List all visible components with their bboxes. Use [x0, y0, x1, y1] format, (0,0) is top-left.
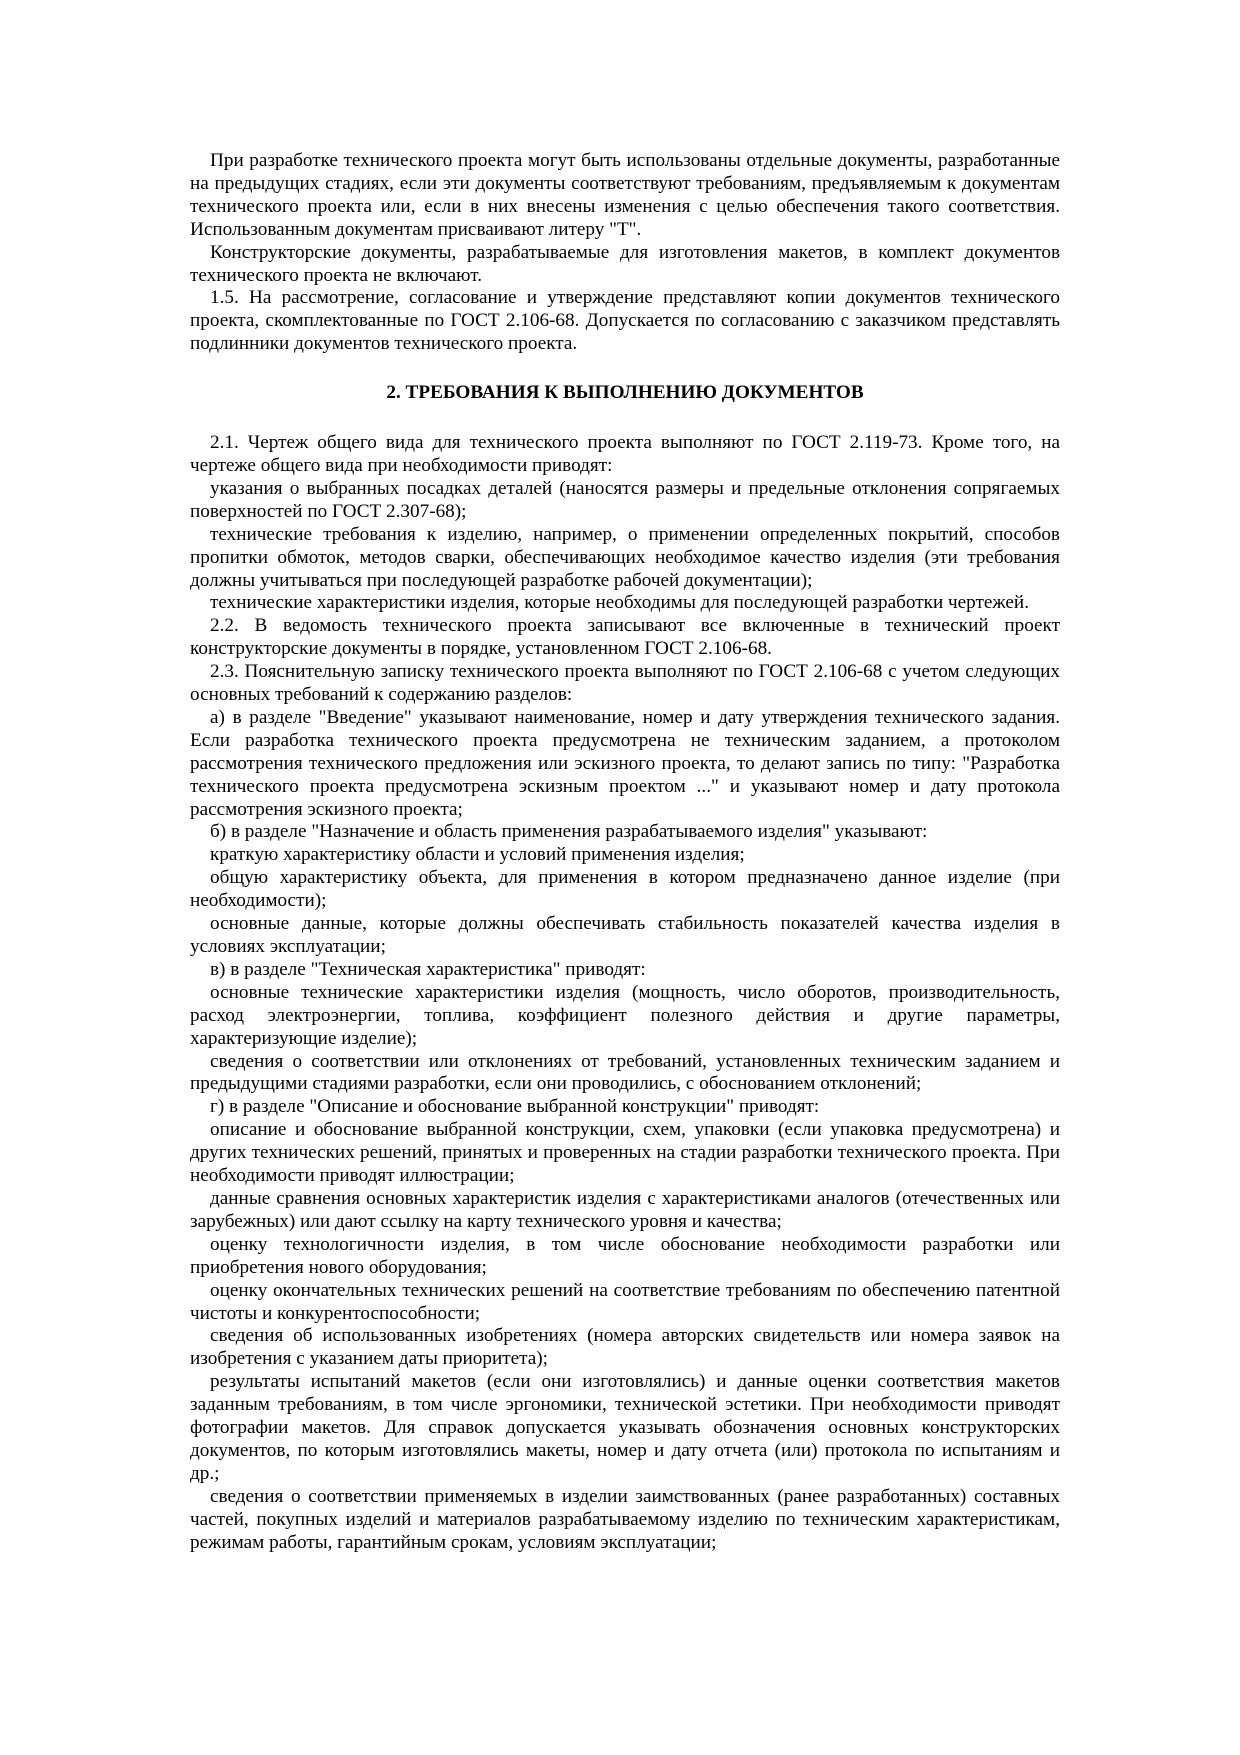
- paragraph: б) в разделе "Назначение и область применения разрабатываемого изделия" указывают:: [210, 821, 928, 843]
- paragraph: сведения об использованных изобретениях (номера авторских свидетельств или номера заявок на изобретения с указанием даты приоритета);: [190, 1325, 1060, 1370]
- paragraph: краткую характеристику области и условий применения изделия;: [210, 844, 745, 866]
- paragraph: общую характеристику объекта, для применения в котором предназначено данное изделие (при необходимости);: [190, 867, 1060, 912]
- paragraph: указания о выбранных посадках деталей (наносятся размеры и предельные отклонения сопрягаемых поверхностей по ГОСТ 2.307-68);: [190, 477, 1060, 522]
- section-heading: 2. ТРЕБОВАНИЯ К ВЫПОЛНЕНИЮ ДОКУМЕНТОВ: [386, 382, 864, 404]
- paragraph: технические требования к изделию, например, о применении определенных покрытий, способов пропитки обмоток, методов сварки, обеспечивающих необходимое качество изделия (эти требования должны учитываться при последующей разработке рабочей документации);: [190, 523, 1060, 591]
- paragraph: а) в разделе "Введение" указывают наименование, номер и дату утверждения технического задания. Если разработка технического проекта предусмотрена не техническим заданием, а протоколом рассмотрения технического предложения или эскизного проекта, то делают запись по типу: "Разработка технического проекта предусмотрена эскизным проектом ..." и указывают номер и дату протокола рассмотрения эскизного проекта;: [190, 706, 1060, 820]
- paragraph: Конструкторские документы, разрабатываемые для изготовления макетов, в комплект документов технического проекта не включают.: [190, 241, 1060, 286]
- document-page: [190, 150, 1060, 1554]
- paragraph: оценку технологичности изделия, в том числе обоснование необходимости разработки или приобретения нового оборудования;: [190, 1233, 1060, 1278]
- paragraph: технические характеристики изделия, которые необходимы для последующей разработки чертежей.: [210, 592, 1029, 614]
- paragraph: 1.5. На рассмотрение, согласование и утверждение представляют копии документов технического проекта, скомплектованные по ГОСТ 2.106-68. Допускается по согласованию с заказчиком представлять подлинники документов технического проекта.: [190, 287, 1060, 355]
- paragraph: г) в разделе "Описание и обоснование выбранной конструкции" приводят:: [210, 1096, 820, 1118]
- paragraph: основные технические характеристики изделия (мощность, число оборотов, производительность, расход электроэнергии, топлива, коэффициент полезного действия и другие параметры, характеризующие изделие);: [190, 981, 1060, 1049]
- paragraph: При разработке технического проекта могут быть использованы отдельные документы, разработанные на предыдущих стадиях, если эти документы соответствуют требованиям, предъявляемым к документам технического проекта или, если в них внесены изменения с целью обеспечения такого соответствия. Использованным документам присваивают литеру "Т".: [190, 150, 1060, 240]
- paragraph: основные данные, которые должны обеспечивать стабильность показателей качества изделия в условиях эксплуатации;: [190, 913, 1060, 957]
- paragraph: в) в разделе "Техническая характеристика" приводят:: [210, 958, 646, 980]
- paragraph: оценку окончательных технических решений на соответствие требованиям по обеспечению патентной чистоты и конкурентоспособности;: [190, 1279, 1060, 1324]
- paragraph: описание и обоснование выбранной конструкции, схем, упаковки (если упаковка предусмотрена) и других технических решений, принятых и проверенных на стадии разработки технического проекта. При необходимости приводят иллюстрации;: [190, 1119, 1060, 1187]
- paragraph: сведения о соответствии применяемых в изделии заимствованных (ранее разработанных) составных частей, покупных изделий и материалов разрабатываемому изделию по техническим характеристикам, режимам работы, гарантийным срокам, условиям эксплуатации;: [190, 1485, 1060, 1553]
- paragraph: 2.2. В ведомость технического проекта записывают все включенные в технический проект конструкторские документы в порядке, установленном ГОСТ 2.106-68.: [190, 615, 1060, 660]
- intro-block: [190, 150, 1060, 356]
- section-body: [190, 432, 1060, 1554]
- paragraph: данные сравнения основных характеристик изделия с характеристиками аналогов (отечественных или зарубежных) или дают ссылку на карту технического уровня и качества;: [190, 1187, 1060, 1232]
- paragraph: 2.1. Чертеж общего вида для технического проекта выполняют по ГОСТ 2.119-73. Кроме того, на чертеже общего вида при необходимости приводят:: [190, 432, 1060, 476]
- paragraph: сведения о соответствии или отклонениях от требований, установленных техническим заданием и предыдущими стадиями разработки, если они проводились, с обоснованием отклонений;: [190, 1050, 1060, 1095]
- paragraph: 2.3. Пояснительную записку технического проекта выполняют по ГОСТ 2.106-68 с учетом следующих основных требований к содержанию разделов:: [190, 661, 1060, 706]
- paragraph: результаты испытаний макетов (если они изготовлялись) и данные оценки соответствия макетов заданным требованиям, в том числе эргономики, технической эстетики. При необходимости приводят фотографии макетов. Для справок допускается указывать обозначения основных конструкторских документов, по которым изготовлялись макеты, номер и дату отчета (или) протокола по испытаниям и др.;: [190, 1371, 1060, 1484]
